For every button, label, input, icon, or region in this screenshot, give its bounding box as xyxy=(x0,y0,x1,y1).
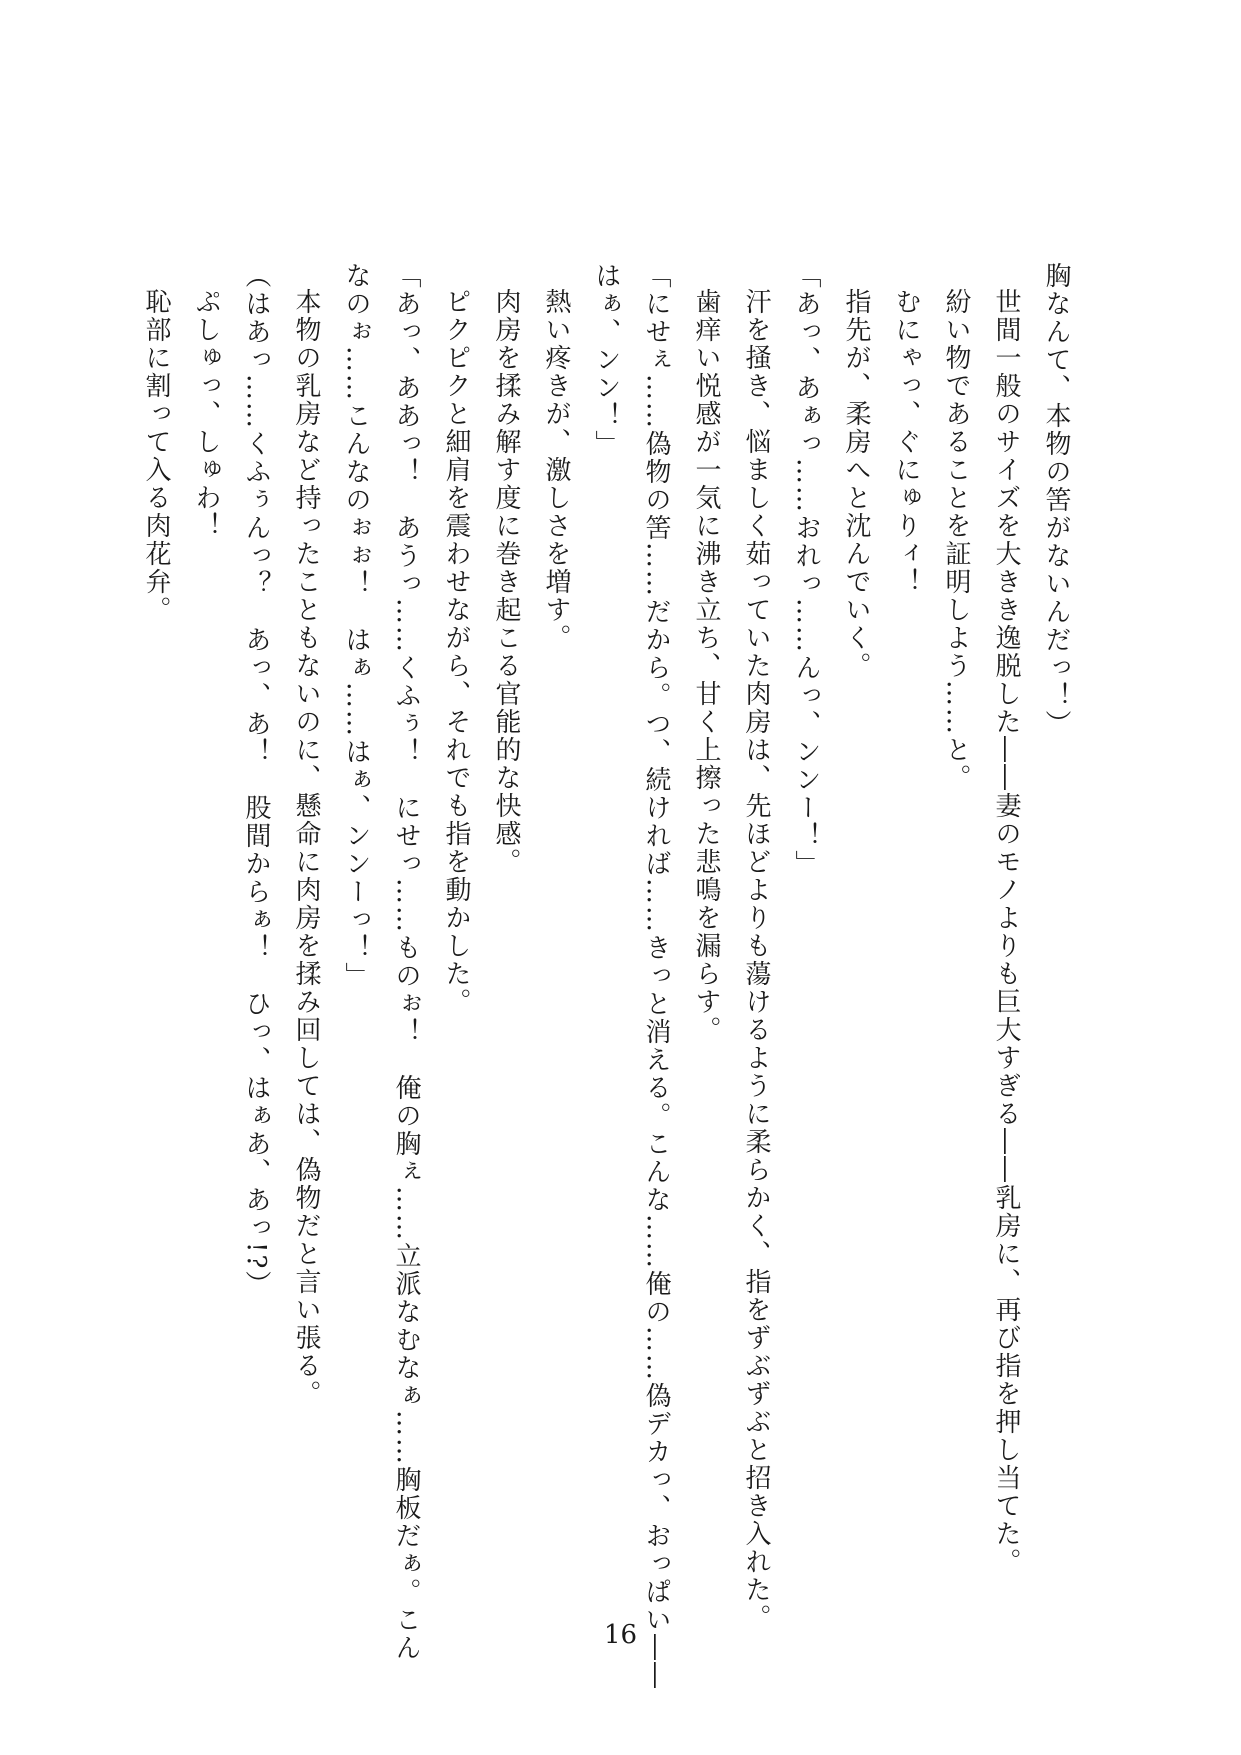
text-line: 恥部に割って入る肉花弁。 xyxy=(141,288,171,624)
body-text xyxy=(141,262,1081,1690)
text-line: 肉房を揉み解す度に巻き起こる官能的な快感。 xyxy=(491,288,521,876)
text-line: 紛い物であることを証明しよう……と。 xyxy=(941,288,971,792)
text-line: ピクピクと細肩を震わせながら、それでも指を動かした。 xyxy=(441,288,471,1016)
text-line: 胸なんて、本物の筈がないんだっ！） xyxy=(1041,262,1071,738)
text-line: むにゃっ、ぐにゅりィ！ xyxy=(891,288,921,596)
text-line: 汗を掻き、悩ましく茹っていた肉房は、先ほどよりも蕩けるように柔らかく、指をずぶずぶと招き入れた。 xyxy=(741,288,771,1632)
text-line: 世間一般のサイズを大きき逸脱した――妻のモノよりも巨大すぎる――乳房に、再び指を押し当てた。 xyxy=(991,288,1021,1576)
text-line: ぷしゅっ、しゅわ！ xyxy=(191,288,221,540)
text-line: 「あっ、ああっ！ あうっ……くふぅ！ にせっ……ものぉ！ 俺の胸ぇ……立派なむなぁ……胸板だぁ。こん xyxy=(391,262,421,1662)
text-line: （はあっ……くふぅんっ？ あっ、あ！ 股間からぁ！ ひっ、はぁあ、あっ!?） xyxy=(241,262,271,1299)
text-line: 「あっ、あぁっ……おれっ……んっ、ンンー！」 xyxy=(791,262,821,878)
text-line: 歯痒い悦感が一気に沸き立ち、甘く上擦った悲鳴を漏らす。 xyxy=(691,288,721,1044)
text-line: 本物の乳房など持ったこともないのに、懸命に肉房を揉み回しては、偽物だと言い張る。 xyxy=(291,288,321,1408)
text-line: なのぉ……こんなのぉぉ！ はぁ……はぁ、ンンーっ！」 xyxy=(341,262,371,990)
text-line: 「にせぇ……偽物の筈……だから。つ、続ければ……きっと消える。こんな……俺の……偽デカっ、おっぱい―― xyxy=(641,262,671,1690)
page-number: 16 xyxy=(603,1620,638,1650)
text-line: 指先が、柔房へと沈んでいく。 xyxy=(841,288,871,680)
text-line: 熱い疼きが、激しさを増す。 xyxy=(541,288,571,652)
text-line: はぁ、ンン！」 xyxy=(591,262,621,458)
